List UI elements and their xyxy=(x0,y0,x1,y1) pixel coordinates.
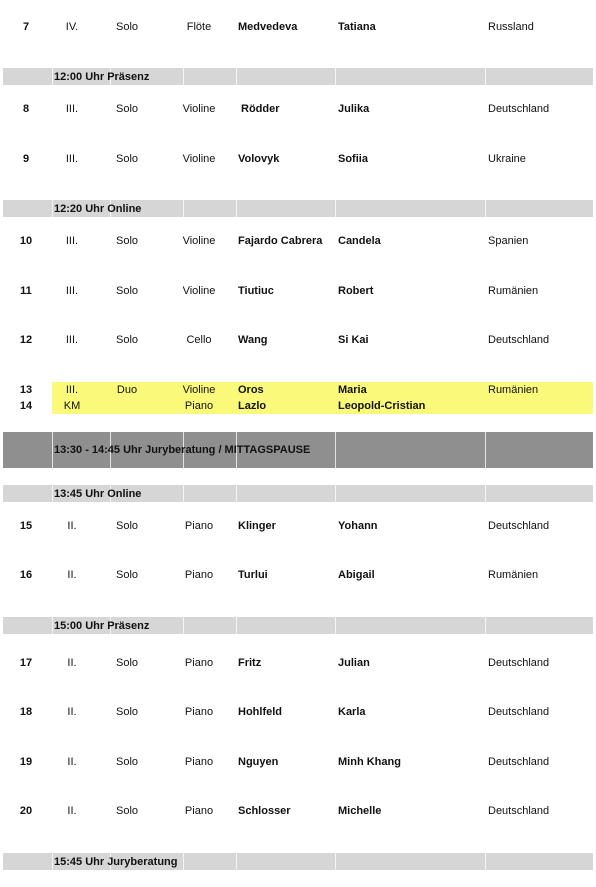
entry-last-name: Volovyk xyxy=(238,153,280,165)
entry-country: Deutschland xyxy=(488,805,550,817)
entry-category: III. xyxy=(65,153,79,165)
entry-type: Solo xyxy=(115,657,139,669)
entry-number: 10 xyxy=(19,235,33,247)
entry-last-name: Medvedeva xyxy=(238,21,298,33)
entry-instrument: Piano xyxy=(184,756,214,768)
entry-number: 13 xyxy=(19,384,33,396)
entry-number: 17 xyxy=(19,657,33,669)
entry-first-name: Robert xyxy=(338,285,374,297)
entry-category: II. xyxy=(67,805,77,817)
entry-number: 18 xyxy=(19,706,33,718)
entry-type: Solo xyxy=(115,285,139,297)
entry-last-name: Rödder xyxy=(241,103,280,115)
entry-category: III. xyxy=(65,285,79,297)
section-title: 15:00 Uhr Präsenz xyxy=(54,620,150,632)
entry-number: 8 xyxy=(22,103,30,115)
break-title: 13:30 - 14:45 Uhr Juryberatung / MITTAGSPAUSE xyxy=(54,444,311,456)
entry-first-name: Maria xyxy=(338,384,367,396)
entry-type: Solo xyxy=(115,21,139,33)
section-title: 12:20 Uhr Online xyxy=(54,203,142,215)
entry-country: Deutschland xyxy=(488,334,550,346)
section-title: 12:00 Uhr Präsenz xyxy=(54,71,150,83)
entry-last-name: Turlui xyxy=(238,569,268,581)
entry-first-name: Minh Khang xyxy=(338,756,401,768)
entry-type: Solo xyxy=(115,153,139,165)
entry-instrument: Cello xyxy=(186,334,212,346)
entry-first-name: Yohann xyxy=(338,520,378,532)
entry-last-name: Hohlfeld xyxy=(238,706,282,718)
entry-first-name: Abigail xyxy=(338,569,375,581)
entry-number: 12 xyxy=(19,334,33,346)
entry-type: Solo xyxy=(115,520,139,532)
entry-first-name: Julian xyxy=(338,657,370,669)
entry-first-name: Julika xyxy=(338,103,370,115)
entry-category: III. xyxy=(65,384,79,396)
entry-last-name: Fajardo Cabrera xyxy=(238,235,323,247)
entry-first-name: Leopold-Cristian xyxy=(338,400,426,412)
entry-category: II. xyxy=(67,706,77,718)
entry-country: Deutschland xyxy=(488,657,550,669)
entry-type: Solo xyxy=(115,706,139,718)
entry-category: KM xyxy=(63,400,81,412)
section-title: 15:45 Uhr Juryberatung xyxy=(54,856,178,868)
entry-type: Solo xyxy=(115,334,139,346)
entry-type: Solo xyxy=(115,235,139,247)
entry-instrument: Piano xyxy=(184,706,214,718)
entry-category: II. xyxy=(67,756,77,768)
entry-type: Solo xyxy=(115,805,139,817)
entry-category: II. xyxy=(67,569,77,581)
entry-category: III. xyxy=(65,235,79,247)
entry-country: Deutschland xyxy=(488,706,550,718)
entry-number: 16 xyxy=(19,569,33,581)
entry-country: Rumänien xyxy=(488,569,539,581)
entry-category: II. xyxy=(67,657,77,669)
entry-country: Deutschland xyxy=(488,756,550,768)
entry-country: Deutschland xyxy=(488,520,550,532)
entry-type: Solo xyxy=(115,103,139,115)
entry-number: 20 xyxy=(19,805,33,817)
entry-country: Rumänien xyxy=(488,285,539,297)
entry-number: 15 xyxy=(19,520,33,532)
entry-country: Deutschland xyxy=(488,103,550,115)
entry-instrument: Violine xyxy=(182,103,216,115)
entry-number: 14 xyxy=(19,400,33,412)
entry-instrument: Violine xyxy=(182,384,216,396)
entry-country: Spanien xyxy=(488,235,529,247)
entry-category: III. xyxy=(65,103,79,115)
entry-first-name: Si Kai xyxy=(338,334,369,346)
entry-last-name: Nguyen xyxy=(238,756,279,768)
entry-instrument: Piano xyxy=(184,569,214,581)
entry-last-name: Schlosser xyxy=(238,805,291,817)
entry-first-name: Sofiia xyxy=(338,153,368,165)
entry-last-name: Wang xyxy=(238,334,268,346)
entry-country: Russland xyxy=(488,21,534,33)
entry-type: Solo xyxy=(115,569,139,581)
entry-instrument: Piano xyxy=(184,657,214,669)
entry-instrument: Piano xyxy=(184,805,214,817)
entry-number: 9 xyxy=(22,153,30,165)
entry-instrument: Flöte xyxy=(186,21,212,33)
entry-last-name: Lazlo xyxy=(238,400,267,412)
entry-first-name: Tatiana xyxy=(338,21,376,33)
entry-last-name: Fritz xyxy=(238,657,262,669)
entry-number: 7 xyxy=(22,21,30,33)
entry-first-name: Michelle xyxy=(338,805,382,817)
entry-instrument: Violine xyxy=(182,285,216,297)
entry-instrument: Piano xyxy=(184,400,214,412)
entry-country: Rumänien xyxy=(488,384,539,396)
entry-number: 11 xyxy=(20,285,32,297)
section-title: 13:45 Uhr Online xyxy=(54,488,142,500)
entry-first-name: Karla xyxy=(338,706,366,718)
entry-category: III. xyxy=(65,334,79,346)
entry-type: Duo xyxy=(116,384,138,396)
entry-number: 19 xyxy=(19,756,33,768)
entry-instrument: Violine xyxy=(182,235,216,247)
entry-last-name: Oros xyxy=(238,384,264,396)
entry-first-name: Candela xyxy=(338,235,381,247)
entry-instrument: Piano xyxy=(184,520,214,532)
entry-category: IV. xyxy=(65,21,79,33)
entry-last-name: Tiutiuc xyxy=(238,285,274,297)
entry-last-name: Klinger xyxy=(238,520,276,532)
entry-country: Ukraine xyxy=(488,153,526,165)
entry-category: II. xyxy=(67,520,77,532)
entry-instrument: Violine xyxy=(182,153,216,165)
entry-type: Solo xyxy=(115,756,139,768)
